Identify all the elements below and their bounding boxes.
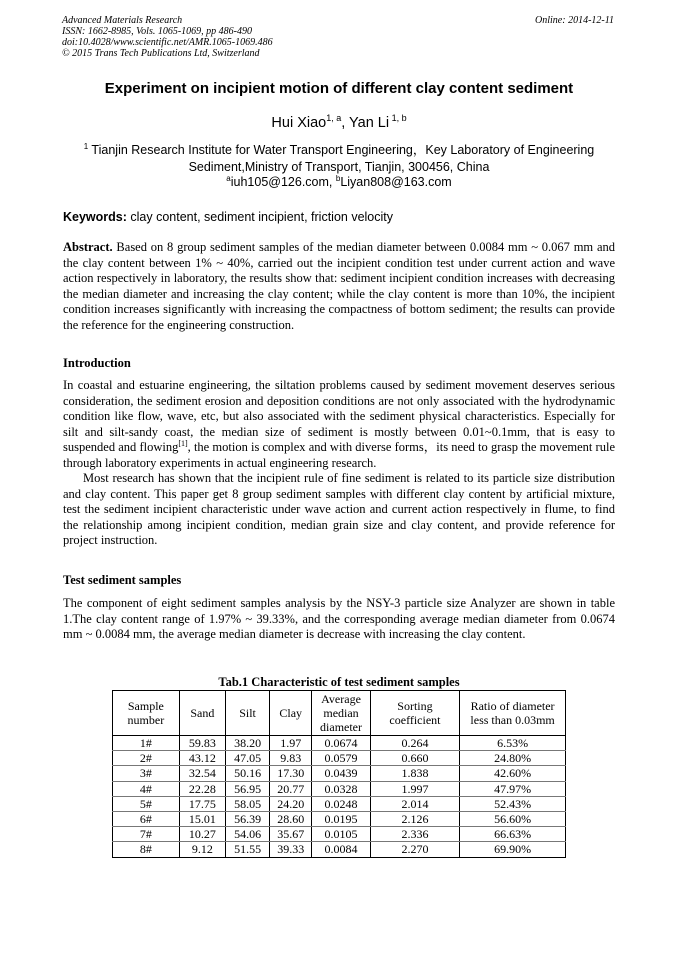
table-cell: 0.0439 [312, 766, 371, 781]
table-cell: 66.63% [460, 827, 566, 842]
table-cell: 47.97% [460, 781, 566, 796]
email-b-sup: b [335, 174, 341, 183]
author-separator: , [341, 114, 350, 131]
table-cell: 0.660 [370, 751, 459, 766]
table-cell: 6.53% [460, 736, 566, 751]
table-cell: 58.05 [225, 796, 269, 811]
author-1-sup: 1, a [326, 113, 342, 123]
keywords [63, 210, 393, 224]
author-2-sup: 1, b [389, 113, 407, 123]
copyright-line: © 2015 Trans Tech Publications Ltd, Switzerland [62, 48, 260, 59]
table-cell: 69.90% [460, 842, 566, 857]
table-cell: 9.12 [179, 842, 225, 857]
table-cell: 8# [113, 842, 180, 857]
table-cell: 39.33 [270, 842, 312, 857]
email-b[interactable]: Liyan808@163.com [340, 175, 452, 190]
table-cell: 42.60% [460, 766, 566, 781]
table-cell: 20.77 [270, 781, 312, 796]
table-cell: 32.54 [179, 766, 225, 781]
table-cell: 56.60% [460, 812, 566, 827]
table-cell: 51.55 [225, 842, 269, 857]
author-2: Yan Li [349, 114, 390, 131]
table-cell: 47.05 [225, 751, 269, 766]
issn-line: ISSN: 1662-8985, Vols. 1065-1069, pp 486-490 [62, 26, 252, 37]
author-1: Hui Xiao [271, 114, 327, 131]
table-cell: 1.838 [370, 766, 459, 781]
table-cell: 0.0674 [312, 736, 371, 751]
table-header-row [113, 691, 566, 736]
journal-name: Advanced Materials Research [62, 15, 183, 26]
table-row [113, 842, 566, 857]
table-cell: 4# [113, 781, 180, 796]
table-cell: 59.83 [179, 736, 225, 751]
abstract-label: Abstract. [63, 240, 113, 254]
table-body [113, 736, 566, 858]
table-cell: 2.126 [370, 812, 459, 827]
col-header-ratio: Ratio of diameter less than 0.03mm [460, 691, 566, 736]
table-cell: 15.01 [179, 812, 225, 827]
sediment-table [112, 690, 566, 858]
keywords-text: clay content, sediment incipient, friction velocity [126, 210, 394, 224]
keywords-label: Keywords: [63, 210, 127, 224]
table-row [113, 781, 566, 796]
table-row [113, 827, 566, 842]
table-caption: Tab.1 Characteristic of test sediment samples [218, 675, 460, 689]
table-cell: 24.80% [460, 751, 566, 766]
table-cell: 2# [113, 751, 180, 766]
table-cell: 17.30 [270, 766, 312, 781]
author-emails [0, 174, 678, 189]
paper-title: Experiment on incipient motion of different clay content sediment [104, 80, 574, 97]
table-cell: 0.0105 [312, 827, 371, 842]
affiliation-sup: 1 [83, 142, 89, 151]
col-header-sand: Sand [179, 691, 225, 736]
col-header-sorting: Sorting coefficient [370, 691, 459, 736]
section-heading-samples: Test sediment samples [63, 573, 182, 587]
journal-header [62, 15, 614, 59]
table-cell: 50.16 [225, 766, 269, 781]
email-a[interactable]: iuh105@126.com [230, 175, 329, 190]
table-cell: 1.997 [370, 781, 459, 796]
table-cell: 1.97 [270, 736, 312, 751]
col-header-silt: Silt [225, 691, 269, 736]
abstract [63, 240, 615, 333]
table-cell: 9.83 [270, 751, 312, 766]
table-cell: 56.95 [225, 781, 269, 796]
affiliation-line-1: Tianjin Research Institute for Water Transport Engineering，Key Laboratory of Engineering [88, 143, 595, 158]
doi-line: doi:10.4028/www.scientific.net/AMR.1065-1069.486 [62, 37, 273, 48]
abstract-text: Based on 8 group sediment samples of the median diameter between 0.0084 mm ~ 0.067 mm and the clay content between 1% ~ 40%, carried out the incipient condition test under current action and wave action respectively in laboratory, the results show that: sediment incipient condition increases with decreasing the median diameter and increasing the clay content; while the clay content is more than 10%, the incipient condition increases significantly with increasing the compactness of bottom sediment; the results can provide the reference for the engineering construction. [63, 240, 615, 332]
section-heading-introduction: Introduction [63, 356, 131, 370]
online-date: Online: 2014-12-11 [535, 15, 614, 26]
author-line [0, 113, 678, 131]
table-cell: 6# [113, 812, 180, 827]
table-cell: 2.336 [370, 827, 459, 842]
table-cell: 43.12 [179, 751, 225, 766]
table-cell: 7# [113, 827, 180, 842]
table-cell: 0.0084 [312, 842, 371, 857]
table-cell: 5# [113, 796, 180, 811]
table-cell: 28.60 [270, 812, 312, 827]
table-cell: 1# [113, 736, 180, 751]
table-cell: 56.39 [225, 812, 269, 827]
col-header-sample: Sample number [113, 691, 180, 736]
table-cell: 10.27 [179, 827, 225, 842]
samples-paragraph-1: The component of eight sediment samples analysis by the NSY-3 particle size Analyzer are shown in table 1.The clay content range of 1.97% ~ 39.33%, and the corresponding average median diameter from 0.0674 mm ~ 0.0084 mm, the average median diameter is decrease with increasing the clay content. [63, 596, 615, 641]
table-cell: 0.0328 [312, 781, 371, 796]
table-cell: 24.20 [270, 796, 312, 811]
table-row [113, 736, 566, 751]
col-header-median: Average median diameter [312, 691, 371, 736]
table-row [113, 812, 566, 827]
table-cell: 22.28 [179, 781, 225, 796]
table-cell: 2.270 [370, 842, 459, 857]
table-row [113, 796, 566, 811]
table-cell: 35.67 [270, 827, 312, 842]
introduction-paragraph-2: Most research has shown that the incipient rule of fine sediment is related to its particle size distribution and clay content. This paper get 8 group sediment samples with different clay content by artificial mixture, test the sediment incipient characteristic under wave action and current action respectively in flume, to find the relationship among incipient condition, median grain size and clay content, and provide reference for project instruction. [63, 471, 615, 547]
table-cell: 0.0195 [312, 812, 371, 827]
intro-p1-text-a: In coastal and estuarine engineering, the siltation problems caused by sediment movement deserves serious consideration, the sediment erosion and deposition conditions are not only associated with the hydrodynamic condition like flow, wave, etc, but also associated with the sediment physical characteristics. Especially for silt and silt-sandy coast, the median size of sediment is mostly between 0.01~0.1mm, that is easy to suspended and flowing [63, 378, 615, 454]
table-cell: 54.06 [225, 827, 269, 842]
table-row [113, 751, 566, 766]
table-row [113, 766, 566, 781]
affiliation-line-2: Sediment,Ministry of Transport, Tianjin, 300456, China [188, 160, 490, 175]
table-cell: 0.0248 [312, 796, 371, 811]
col-header-clay: Clay [270, 691, 312, 736]
table-cell: 0.0579 [312, 751, 371, 766]
table-cell: 2.014 [370, 796, 459, 811]
table-cell: 0.264 [370, 736, 459, 751]
email-a-sup: a [226, 174, 231, 183]
table-cell: 17.75 [179, 796, 225, 811]
affiliation [0, 138, 678, 176]
table-cell: 52.43% [460, 796, 566, 811]
table-cell: 38.20 [225, 736, 269, 751]
table-cell: 3# [113, 766, 180, 781]
email-separator: , [328, 175, 336, 190]
citation-1[interactable]: [1] [178, 438, 188, 448]
intro-p1-text-b: , the motion is complex and with diverse forms，its need to grasp the movement rule through laboratory experiments in actual engineering research. [63, 440, 615, 470]
introduction-paragraph-1 [63, 378, 615, 471]
